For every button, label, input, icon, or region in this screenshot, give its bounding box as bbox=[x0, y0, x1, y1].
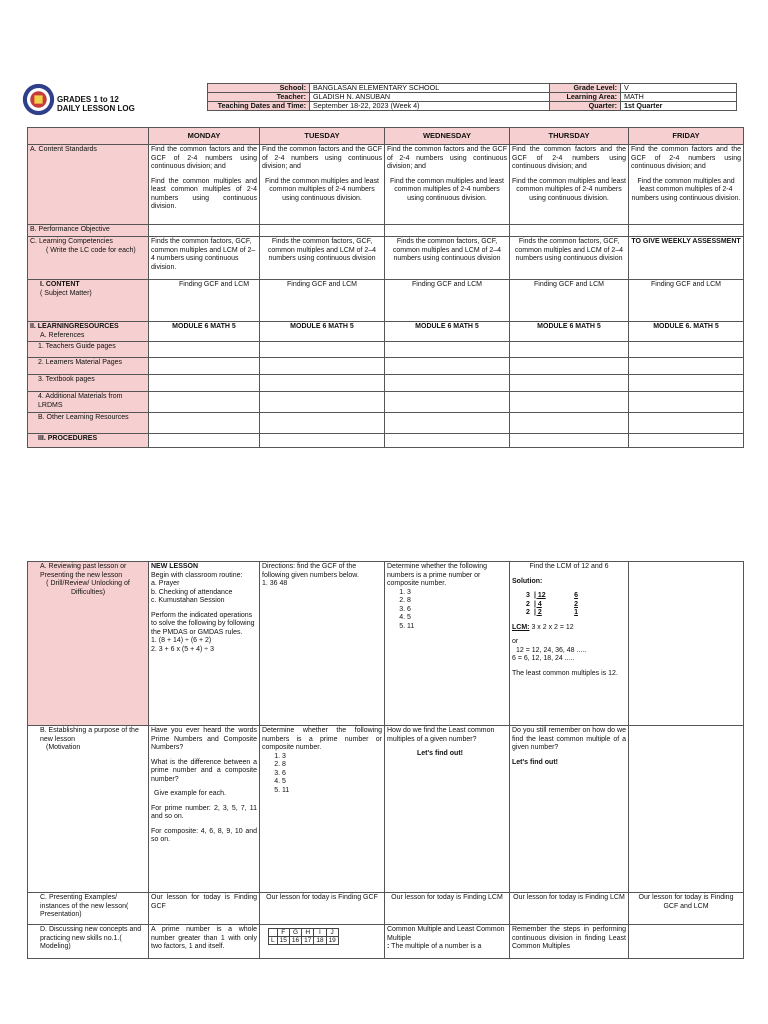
cs-text-1: Find the common factors and the GCF of 2-4 numbers using continuous division; and bbox=[631, 146, 741, 170]
grid-cell: 19 bbox=[326, 937, 338, 945]
lcm-question: Do you still remember on how do we find the least common multiple of a given number? bbox=[512, 727, 626, 751]
empty-cell bbox=[149, 375, 260, 392]
lc-friday: TO GIVE WEEKLY ASSESSMENT bbox=[629, 237, 744, 280]
new-lesson-title: NEW LESSON bbox=[151, 563, 199, 570]
proc-d-thursday: Remember the steps in performing continuous division in finding Least Common Multiples bbox=[510, 925, 629, 959]
empty-cell bbox=[260, 342, 385, 358]
empty-cell bbox=[385, 358, 510, 375]
proc-a-wednesday bbox=[385, 562, 510, 726]
cs-text-2: Find the common multiples and least common multiples of 2-4 numbers using continuous division. bbox=[631, 177, 741, 202]
gcf-item: 1. 36 48 bbox=[262, 580, 288, 587]
dividend: 1 bbox=[574, 609, 578, 616]
other-resources-label: B. Other Learning Resources bbox=[28, 413, 149, 434]
day-thursday: THURSDAY bbox=[510, 128, 629, 145]
letter-grid bbox=[268, 928, 339, 945]
motivation-question-2: What is the difference between a prime number and a composite number? bbox=[151, 758, 257, 783]
content-wednesday: Finding GCF and LCM bbox=[385, 280, 510, 322]
grid-cell: F bbox=[277, 929, 289, 937]
proc-b-sub: (Motivation bbox=[46, 744, 81, 751]
empty-cell bbox=[510, 358, 629, 375]
grid-cell: L bbox=[269, 937, 278, 945]
additional-materials-label: 4. Additional Materials from LRDMS bbox=[28, 392, 149, 413]
lc-title: C. Learning Competencies bbox=[30, 238, 113, 245]
proc-c-tuesday: Our lesson for today is Finding GCF bbox=[260, 893, 385, 925]
cs-text-2: Find the common multiples and least common multiples of 2-4 numbers using continuous division. bbox=[512, 177, 626, 202]
proc-b-friday bbox=[629, 726, 744, 893]
content-tuesday: Finding GCF and LCM bbox=[260, 280, 385, 322]
resources-label bbox=[28, 322, 149, 342]
number-item: 1. 3 bbox=[282, 753, 382, 762]
empty-cell bbox=[149, 434, 260, 448]
dividend: 6 bbox=[574, 592, 578, 599]
cs-text-1: Find the common factors and the GCF of 2-4 numbers using continuous division; and bbox=[151, 146, 257, 170]
empty-cell bbox=[510, 413, 629, 434]
lc-sub: ( Write the LC code for each) bbox=[46, 246, 136, 254]
module-monday: MODULE 6 MATH 5 bbox=[149, 322, 260, 342]
grid-cell: 16 bbox=[289, 937, 301, 945]
proc-c-friday: Our lesson for today is Finding GCF and LCM bbox=[629, 893, 744, 925]
continuous-division: 3 | 12 6 2 | 4 2 2 | 2 1 bbox=[526, 592, 578, 616]
learning-area-value: MATH bbox=[621, 93, 737, 102]
proc-a-title: A. Reviewing past lesson or Presenting the new lesson bbox=[40, 563, 127, 579]
content-standards-wednesday bbox=[385, 145, 510, 225]
teacher-value: GLADISH N. ANSUBAN bbox=[310, 93, 550, 102]
empty-cell bbox=[629, 434, 744, 448]
school-label: School: bbox=[208, 84, 310, 93]
routine-line: a. Prayer bbox=[151, 580, 180, 587]
empty-cell bbox=[385, 375, 510, 392]
grid-cell: H bbox=[302, 929, 314, 937]
day-friday: FRIDAY bbox=[629, 128, 744, 145]
solution-label: Solution: bbox=[512, 577, 543, 585]
cs-text-1: Find the common factors and the GCF of 2-4 numbers using continuous division; and bbox=[512, 146, 626, 170]
cs-text-1: Find the common factors and the GCF of 2-4 numbers using continuous division; and bbox=[262, 146, 382, 170]
proc-c-thursday: Our lesson for today is Finding LCM bbox=[510, 893, 629, 925]
grid-cell: I bbox=[314, 929, 326, 937]
cs-text-2: Find the common multiples and least common multiples of 2-4 numbers using continuous division. bbox=[390, 177, 504, 202]
learning-area-label: Learning Area: bbox=[550, 93, 621, 102]
teacher-label: Teacher: bbox=[208, 93, 310, 102]
proc-b-thursday bbox=[510, 726, 629, 893]
proc-b-label bbox=[28, 726, 149, 893]
lcm-value: 3 x 2 x 2 = 12 bbox=[531, 623, 574, 631]
lets-find-out: Let's find out! bbox=[417, 750, 463, 757]
empty-cell bbox=[629, 392, 744, 413]
day-monday: MONDAY bbox=[149, 128, 260, 145]
proc-c-wednesday: Our lesson for today is Finding LCM bbox=[385, 893, 510, 925]
empty-cell bbox=[385, 342, 510, 358]
prime-examples: For prime number: 2, 3, 5, 7, 11 and so on. bbox=[151, 804, 257, 820]
number-item: 5. 11 bbox=[407, 623, 507, 632]
lc-thursday: Finds the common factors, GCF, common multiples and LCM of 2–4 numbers using continuous division bbox=[510, 237, 629, 280]
content-standards-friday bbox=[629, 145, 744, 225]
proc-a-label bbox=[28, 562, 149, 726]
composite-examples: For composite: 4, 6, 8, 9, 10 and so on. bbox=[151, 827, 257, 843]
grade-level-value: V bbox=[621, 84, 737, 93]
empty-cell bbox=[510, 225, 629, 237]
proc-b-title: B. Establishing a purpose of the new lesson bbox=[40, 727, 139, 743]
lc-monday: Finds the common factors, GCF, common multiples and LCM of 2–4 numbers using continuous division. bbox=[149, 237, 260, 280]
proc-d-label bbox=[28, 925, 149, 959]
content-standards-tuesday bbox=[260, 145, 385, 225]
deped-seal-logo bbox=[22, 83, 55, 116]
lesson-log-table-procedures bbox=[27, 561, 744, 959]
dividend: 2 bbox=[537, 609, 542, 616]
school-value: BANGLASAN ELEMENTARY SCHOOL bbox=[310, 84, 550, 93]
empty-cell bbox=[260, 225, 385, 237]
teaching-dates-label: Teaching Dates and Time: bbox=[208, 102, 310, 111]
number-item: 2. 8 bbox=[282, 761, 382, 770]
performance-objective-label: B. Performance Objective bbox=[28, 225, 149, 237]
common-multiple-title: Common Multiple and Least Common Multiple bbox=[387, 926, 505, 942]
day-tuesday: TUESDAY bbox=[260, 128, 385, 145]
teachers-guide-label: 1. Teachers Guide pages bbox=[28, 342, 149, 358]
number-item: 4. 5 bbox=[282, 778, 382, 787]
pmdas-instructions: Perform the indicated operations to solve the following by following the PMDAS or GMDAS rules. bbox=[151, 611, 255, 636]
lcm-label: LCM: bbox=[512, 623, 530, 631]
number-list bbox=[387, 589, 507, 632]
lcm-conclusion: The least common multiples is 12. bbox=[512, 669, 618, 677]
dividend: 2 bbox=[574, 600, 578, 608]
empty-cell bbox=[149, 358, 260, 375]
equation-1: 1. (8 + 14) ÷ (6 + 2) bbox=[151, 637, 212, 644]
content-title: I. CONTENT bbox=[40, 281, 80, 288]
content-sub: ( Subject Matter) bbox=[40, 289, 92, 297]
module-wednesday: MODULE 6 MATH 5 bbox=[385, 322, 510, 342]
multiples-6: 6 = 6, 12, 18, 24 ..... bbox=[512, 655, 575, 662]
quarter-value: 1st Quarter bbox=[621, 102, 737, 111]
empty-cell bbox=[260, 358, 385, 375]
proc-a-thursday bbox=[510, 562, 629, 726]
empty-cell bbox=[385, 225, 510, 237]
empty-cell bbox=[260, 434, 385, 448]
proc-b-wednesday bbox=[385, 726, 510, 893]
module-tuesday: MODULE 6 MATH 5 bbox=[260, 322, 385, 342]
corner-cell bbox=[28, 128, 149, 145]
routine-line: Begin with classroom routine: bbox=[151, 571, 243, 579]
day-wednesday: WEDNESDAY bbox=[385, 128, 510, 145]
number-item: 4. 5 bbox=[407, 614, 507, 623]
number-item: 2. 8 bbox=[407, 597, 507, 606]
lc-wednesday: Finds the common factors, GCF, common multiples and LCM of 2–4 numbers using continuous division bbox=[385, 237, 510, 280]
divisor: 2 bbox=[526, 609, 530, 616]
empty-cell bbox=[260, 392, 385, 413]
empty-cell bbox=[149, 342, 260, 358]
teaching-dates-value: September 18-22, 2023 (Week 4) bbox=[310, 102, 550, 111]
multiples-12: 12 = 12, 24, 36, 48 ..... bbox=[516, 646, 587, 654]
motivation-question: Have you ever heard the words Prime Numbers and Composite Numbers? bbox=[151, 727, 257, 751]
content-standards-thursday bbox=[510, 145, 629, 225]
prime-directions: Determine whether the following numbers is a prime number or composite number. bbox=[262, 727, 382, 751]
divisor: 3 bbox=[526, 592, 530, 599]
grid-cell: 15 bbox=[277, 937, 289, 945]
content-standards-label: A. Content Standards bbox=[28, 145, 149, 225]
proc-b-monday bbox=[149, 726, 260, 893]
number-item: 3. 6 bbox=[407, 606, 507, 615]
empty-cell bbox=[385, 392, 510, 413]
proc-d-wednesday: Common Multiple and Least Common Multiple : The multiple of a number is a bbox=[385, 925, 510, 959]
gcf-directions: Directions: find the GCF of the following given numbers below. bbox=[262, 563, 359, 579]
learning-competencies-label bbox=[28, 237, 149, 280]
daily-lesson-log-label: DAILY LESSON LOG bbox=[57, 104, 135, 113]
empty-cell bbox=[629, 342, 744, 358]
empty-cell bbox=[385, 434, 510, 448]
lcm-question: How do we find the Least common multiples of a given number? bbox=[387, 727, 495, 743]
header-info-table bbox=[207, 83, 737, 111]
lets-find-out: Let's find out! bbox=[512, 758, 558, 766]
proc-a-friday bbox=[629, 562, 744, 726]
resources-title: II. LEARNINGRESOURCES bbox=[30, 323, 119, 330]
content-label bbox=[28, 280, 149, 322]
empty-cell bbox=[260, 375, 385, 392]
proc-a-monday bbox=[149, 562, 260, 726]
proc-d-tuesday bbox=[260, 925, 385, 959]
empty-cell bbox=[149, 413, 260, 434]
routine-line: b. Checking of attendance bbox=[151, 588, 233, 596]
cs-text-2: Find the common multiples and least common multiples of 2-4 numbers using continuous division. bbox=[151, 177, 257, 210]
equation-2: 2. 3 + 6 x (5 + 4) ÷ 3 bbox=[151, 645, 214, 653]
content-thursday: Finding GCF and LCM bbox=[510, 280, 629, 322]
dividend: 4 bbox=[537, 600, 542, 608]
proc-a-sub: ( Drill/Review/ Unlocking of Difficulties) bbox=[46, 580, 130, 596]
number-item: 5. 11 bbox=[282, 787, 382, 796]
grades-label: GRADES 1 to 12 bbox=[57, 95, 119, 104]
grid-cell: J bbox=[326, 929, 338, 937]
proc-a-tuesday bbox=[260, 562, 385, 726]
empty-cell bbox=[260, 413, 385, 434]
quarter-label: Quarter: bbox=[550, 102, 621, 111]
grid-cell: 17 bbox=[302, 937, 314, 945]
cs-text-2: Find the common multiples and least common multiples of 2-4 numbers using continuous division. bbox=[265, 177, 379, 202]
empty-cell bbox=[385, 413, 510, 434]
prime-directions: Determine whether the following numbers is a prime number or composite number. bbox=[387, 563, 487, 587]
lesson-log-table-top bbox=[27, 127, 744, 448]
lcm-task: Find the LCM of 12 and 6 bbox=[529, 563, 609, 570]
proc-d-monday: A prime number is a whole number greater than 1 with only two factors, 1 and itself. bbox=[149, 925, 260, 959]
number-item: 3. 6 bbox=[282, 770, 382, 779]
grid-cell: 18 bbox=[314, 937, 326, 945]
content-monday: Finding GCF and LCM bbox=[149, 280, 260, 322]
header-title bbox=[57, 95, 135, 113]
routine-line: c. Kumustahan Session bbox=[151, 597, 225, 604]
grid-cell: G bbox=[289, 929, 301, 937]
divisor: 2 bbox=[526, 600, 530, 608]
empty-cell bbox=[629, 375, 744, 392]
references-label: A. References bbox=[40, 331, 85, 339]
grade-level-label: Grade Level: bbox=[550, 84, 621, 93]
procedures-label: III. PROCEDURES bbox=[28, 434, 149, 448]
proc-c-title: C. Presenting Examples/ instances of the new lesson( Presentation) bbox=[40, 894, 129, 918]
multiple-definition: The multiple of a number is a bbox=[391, 943, 482, 950]
empty-cell bbox=[149, 225, 260, 237]
content-standards-monday bbox=[149, 145, 260, 225]
content-friday: Finding GCF and LCM bbox=[629, 280, 744, 322]
module-thursday: MODULE 6 MATH 5 bbox=[510, 322, 629, 342]
proc-d-title: D. Discussing new concepts and practicing new skills no.1.( Modeling) bbox=[40, 926, 142, 950]
proc-d-friday bbox=[629, 925, 744, 959]
learners-material-label: 2. Learners Material Pages bbox=[28, 358, 149, 375]
empty-cell bbox=[510, 434, 629, 448]
empty-cell bbox=[510, 392, 629, 413]
dividend: 12 bbox=[537, 592, 546, 599]
lc-tuesday: Finds the common factors, GCF, common multiples and LCM of 2–4 numbers using continuous division bbox=[260, 237, 385, 280]
number-item: 1. 3 bbox=[407, 589, 507, 598]
module-friday: MODULE 6. MATH 5 bbox=[629, 322, 744, 342]
or-label: or bbox=[512, 638, 519, 645]
motivation-question-3: Give example for each. bbox=[154, 790, 226, 797]
proc-b-tuesday bbox=[260, 726, 385, 893]
empty-cell bbox=[510, 375, 629, 392]
grid-cell bbox=[269, 929, 278, 937]
lcm-result bbox=[512, 624, 626, 633]
empty-cell bbox=[629, 413, 744, 434]
empty-cell bbox=[510, 342, 629, 358]
empty-cell bbox=[629, 225, 744, 237]
textbook-pages-label: 3. Textbook pages bbox=[28, 375, 149, 392]
cs-text-1: Find the common factors and the GCF of 2-4 numbers using continuous division; and bbox=[387, 146, 507, 170]
empty-cell bbox=[629, 358, 744, 375]
proc-c-label bbox=[28, 893, 149, 925]
number-list bbox=[262, 753, 382, 796]
proc-c-monday: Our lesson for today is Finding GCF bbox=[149, 893, 260, 925]
empty-cell bbox=[149, 392, 260, 413]
